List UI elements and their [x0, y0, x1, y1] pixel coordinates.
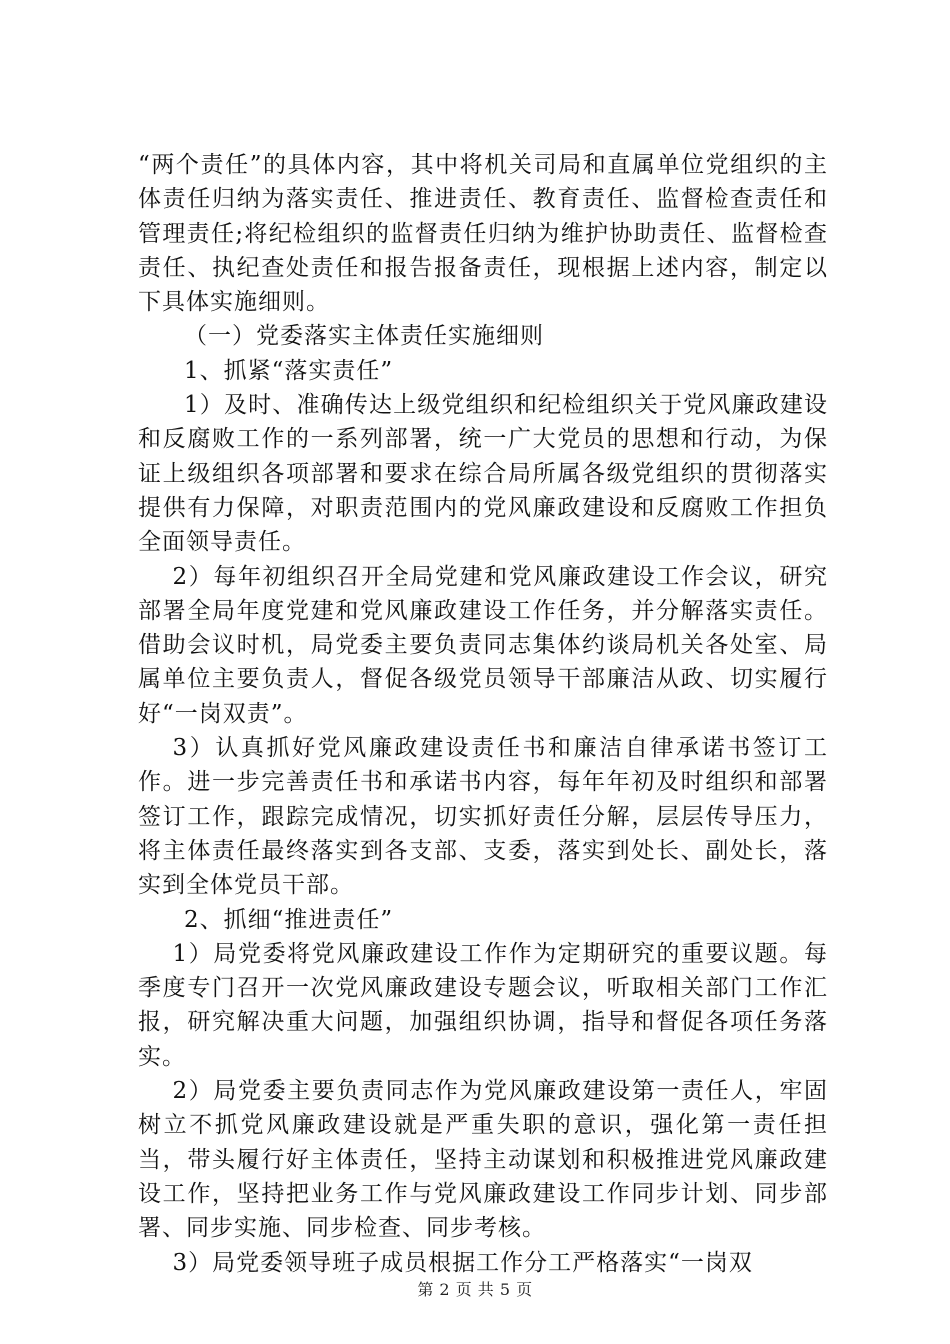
subheading-advance-responsibility: 2、抓细“推进责任” — [184, 906, 394, 933]
section-heading-party-committee: （一）党委落实主体责任实施细则 — [184, 323, 544, 350]
paragraph-item-2-1: 1）局党委将党风廉政建设工作作为定期研究的重要议题。每季度专门召开一次党风廉政建设专题会议，听取相关部门工作汇报，研究解决重大问题，加强组织协调，指导和督促各项任务落实。 — [138, 940, 828, 1070]
page-number-label: 第 2 页 共 5 页 — [417, 1280, 533, 1299]
paragraph-item-1-1: 1）及时、准确传达上级党组织和纪检组织关于党风廉政建设和反腐败工作的一系列部署，统一广大党员的思想和行动，为保证上级组织各项部署和要求在综合局所属各级党组织的贯彻落实提供有力保障，对职责范围内的党风廉政建设和反腐败工作担负全面领导责任。 — [138, 392, 828, 556]
document-body — [138, 148, 828, 1280]
paragraph-item-1-2: 2）每年初组织召开全局党建和党风廉政建设工作会议，研究部署全局年度党建和党风廉政建设工作任务，并分解落实责任。借助会议时机，局党委主要负责同志集体约谈局机关各处室、局属单位主要负责人，督促各级党员领导干部廉洁从政、切实履行好“一岗双责”。 — [138, 563, 828, 727]
paragraph-item-1-3: 3）认真抓好党风廉政建设责任书和廉洁自律承诺书签订工作。进一步完善责任书和承诺书内容，每年年初及时组织和部署签订工作，跟踪完成情况，切实抓好责任分解，层层传导压力，将主体责任最终落实到各支部、支委，落实到处长、副处长，落实到全体党员干部。 — [138, 735, 828, 899]
subheading-implement-responsibility: 1、抓紧“落实责任” — [184, 357, 394, 384]
paragraph-item-2-3: 3）局党委领导班子成员根据工作分工严格落实“一岗双 — [172, 1249, 753, 1276]
paragraph-intro-continued: “两个责任”的具体内容，其中将机关司局和直属单位党组织的主体责任归纳为落实责任、推进责任、教育责任、监督检查责任和管理责任;将纪检组织的监督责任归纳为维护协助责任、监督检查责任、执纪查处责任和报告报备责任，现根据上述内容，制定以下具体实施细则。 — [138, 152, 828, 316]
paragraph-item-2-2: 2）局党委主要负责同志作为党风廉政建设第一责任人，牢固树立不抓党风廉政建设就是严重失职的意识，强化第一责任担当，带头履行好主体责任，坚持主动谋划和积极推进党风廉政建设工作，坚持把业务工作与党风廉政建设工作同步计划、同步部署、同步实施、同步检查、同步考核。 — [138, 1078, 828, 1242]
page-footer — [0, 1277, 950, 1300]
